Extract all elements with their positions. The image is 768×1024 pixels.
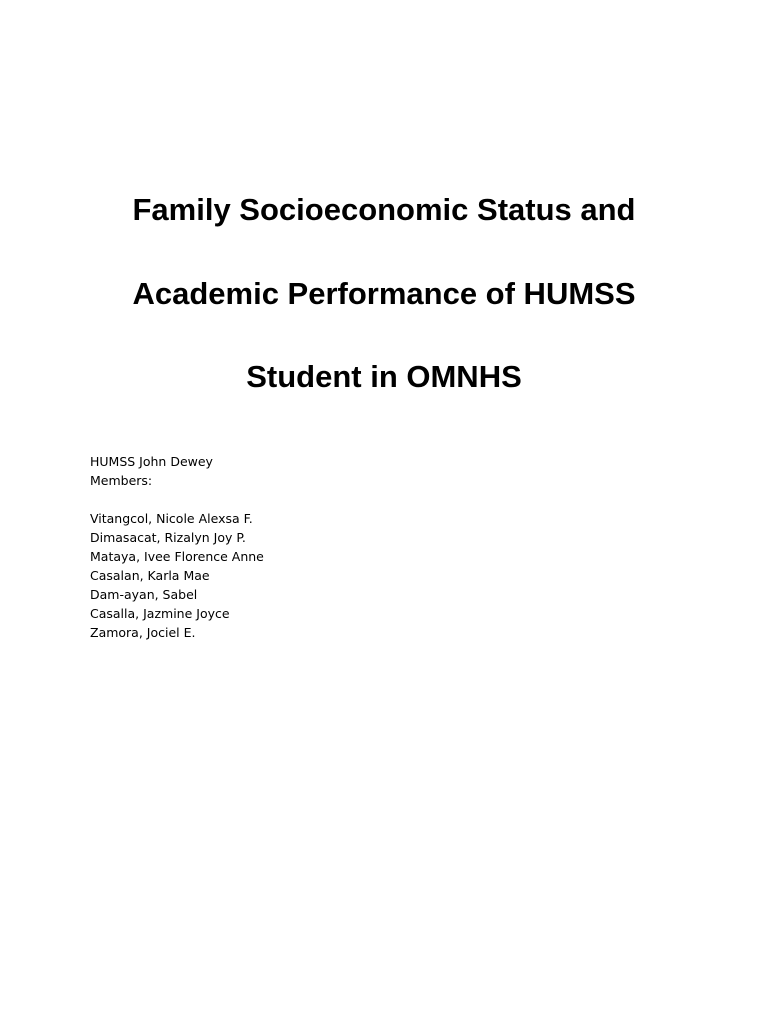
title-line-1: Family Socioeconomic Status and bbox=[132, 192, 636, 227]
members-label: Members: bbox=[90, 473, 153, 488]
members-list bbox=[90, 509, 264, 642]
group-info bbox=[90, 452, 213, 490]
title-line-3: Student in OMNHS bbox=[246, 359, 522, 394]
member-name: Vitangcol, Nicole Alexsa F. bbox=[90, 511, 253, 526]
member-name: Zamora, Jociel E. bbox=[90, 625, 196, 640]
member-name: Dimasacat, Rizalyn Joy P. bbox=[90, 530, 246, 545]
member-name: Mataya, Ivee Florence Anne bbox=[90, 549, 264, 564]
member-name: Casalan, Karla Mae bbox=[90, 568, 210, 583]
member-name: Dam-ayan, Sabel bbox=[90, 587, 198, 602]
member-name: Casalla, Jazmine Joyce bbox=[90, 606, 230, 621]
section-name: HUMSS John Dewey bbox=[90, 454, 213, 469]
title-line-2: Academic Performance of HUMSS bbox=[132, 276, 636, 311]
